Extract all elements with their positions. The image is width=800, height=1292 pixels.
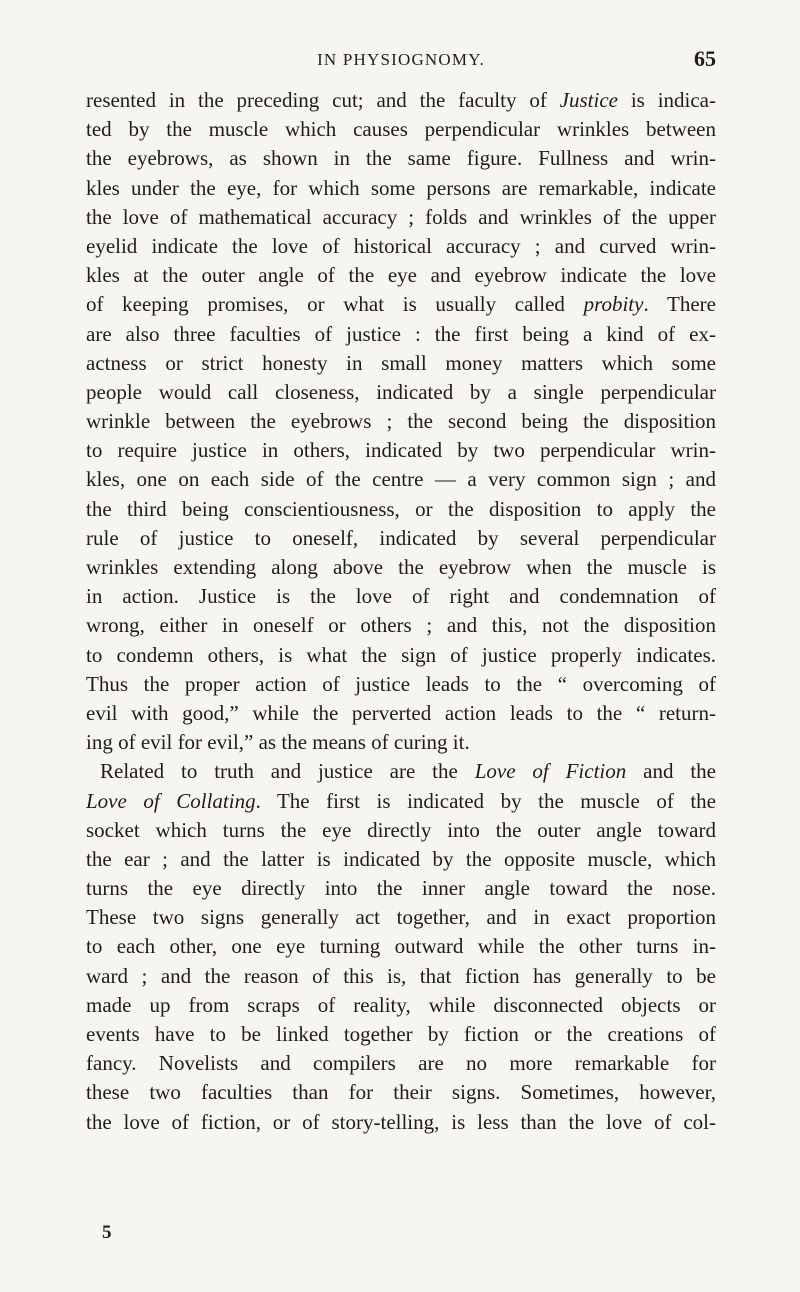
text-line: the ear ; and the latter is indicated by the opposite muscle, which bbox=[86, 846, 716, 871]
text-line: of keeping promises, or what is usually called probity. There bbox=[86, 292, 716, 317]
text-line: the eyebrows, as shown in the same figure. Fullness and wrin- bbox=[86, 146, 716, 171]
text-line: the love of fiction, or of story-telling, is less than the love of col- bbox=[86, 1109, 716, 1134]
text-line: ward ; and the reason of this is, that fiction has generally to be bbox=[86, 963, 716, 988]
text-line: are also three faculties of justice : the first being a kind of ex- bbox=[86, 321, 716, 346]
text-line: eyelid indicate the love of historical accuracy ; and curved wrin- bbox=[86, 233, 716, 258]
emphasis-love-of-collating: Love of Collating bbox=[86, 788, 256, 813]
text-line: wrinkle between the eyebrows ; the second being the disposition bbox=[86, 409, 716, 434]
emphasis-probity: probity bbox=[583, 292, 644, 317]
text-line: fancy. Novelists and compilers are no more remarkable for bbox=[86, 1051, 716, 1076]
text-line: Thus the proper action of justice leads to the “ overcoming of bbox=[86, 671, 716, 696]
text-line: kles under the eye, for which some persons are remarkable, indicate bbox=[86, 175, 716, 200]
text-line: kles at the outer angle of the eye and eyebrow indicate the love bbox=[86, 263, 716, 288]
body-text bbox=[86, 86, 716, 1137]
text-line: to each other, one eye turning outward while the other turns in- bbox=[86, 934, 716, 959]
text-line: ted by the muscle which causes perpendicular wrinkles between bbox=[86, 117, 716, 142]
text-line: kles, one on each side of the centre — a very common sign ; and bbox=[86, 467, 716, 492]
page-number: 65 bbox=[694, 46, 716, 71]
text-line: turns the eye directly into the inner angle toward the nose. bbox=[86, 876, 716, 901]
text-line: resented in the preceding cut; and the faculty of Justice is indica- bbox=[86, 88, 716, 112]
text-line: actness or strict honesty in small money matters which some bbox=[86, 350, 716, 375]
text-line: These two signs generally act together, and in exact proportion bbox=[86, 905, 716, 930]
emphasis-love-of-fiction: Love of Fiction bbox=[474, 759, 627, 784]
text-line: the love of mathematical accuracy ; folds and wrinkles of the upper bbox=[86, 204, 716, 229]
text-line: made up from scraps of reality, while disconnected objects or bbox=[86, 992, 716, 1017]
text-line: wrong, either in oneself or others ; and this, not the disposition bbox=[86, 613, 716, 638]
text-line: people would call closeness, indicated by a single perpendicular bbox=[86, 379, 716, 404]
signature-mark: 5 bbox=[102, 1222, 112, 1243]
text-line: to condemn others, is what the sign of justice properly indicates. bbox=[86, 642, 716, 667]
text-line: ing of evil for evil,” as the means of curing it. bbox=[86, 730, 470, 755]
emphasis-justice: Justice bbox=[559, 88, 618, 112]
text-line: socket which turns the eye directly into the outer angle toward bbox=[86, 817, 716, 842]
text-line: to require justice in others, indicated by two perpendicular wrin- bbox=[86, 438, 716, 463]
running-title: IN PHYSIOGNOMY. bbox=[317, 50, 485, 69]
text-line: events have to be linked together by fiction or the creations of bbox=[86, 1022, 716, 1046]
text-line: Love of Collating. The first is indicated by the muscle of the bbox=[86, 788, 716, 813]
text-line: wrinkles extending along above the eyebrow when the muscle is bbox=[86, 555, 716, 579]
running-head bbox=[86, 46, 716, 74]
text-line: these two faculties than for their signs. Sometimes, however, bbox=[86, 1080, 716, 1105]
text-line: the third being conscientiousness, or the disposition to apply the bbox=[86, 496, 716, 521]
text-line: in action. Justice is the love of right and condemnation of bbox=[86, 584, 716, 609]
text-line: Related to truth and justice are the Love of Fiction and the bbox=[100, 759, 716, 784]
text-line: rule of justice to oneself, indicated by several perpendicular bbox=[86, 525, 716, 550]
text-line: evil with good,” while the perverted action leads to the “ return- bbox=[86, 700, 716, 725]
